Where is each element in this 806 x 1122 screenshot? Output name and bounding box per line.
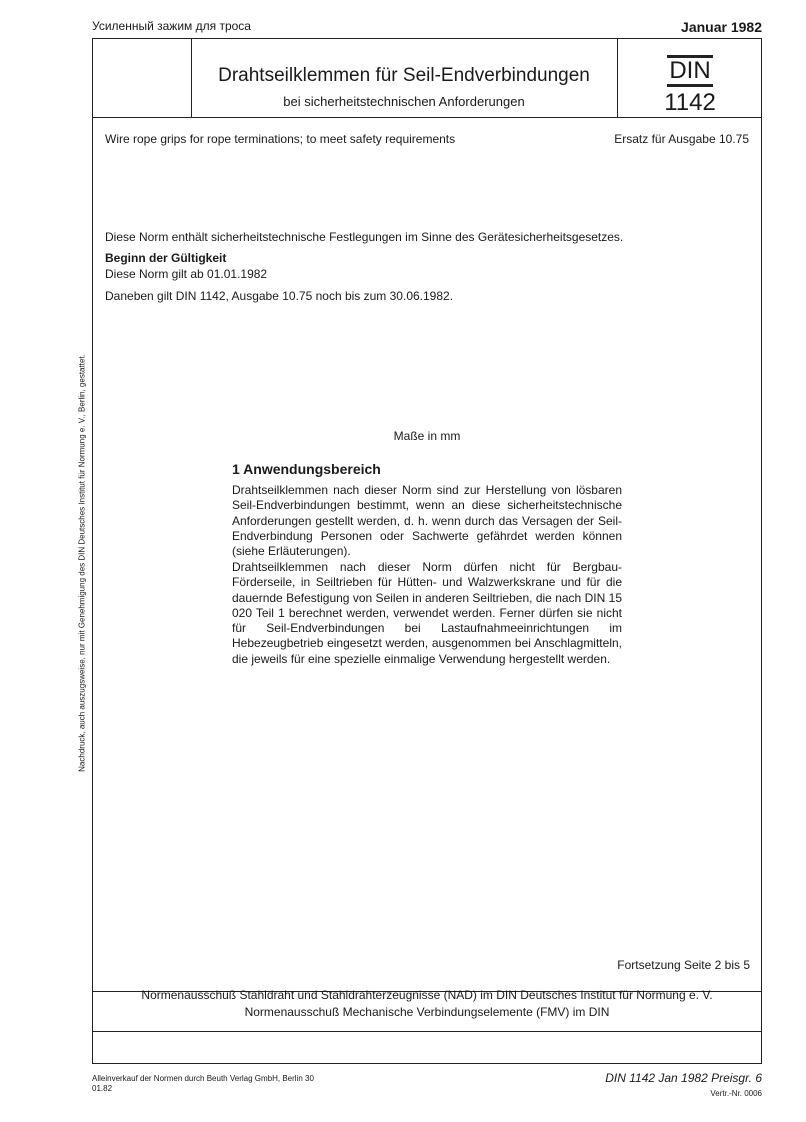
sales-note-text: Alleinverkauf der Normen durch Beuth Verlag GmbH, Berlin 30 <box>92 1074 314 1083</box>
din-number: 1142 <box>664 89 716 116</box>
continuation-note: Fortsetzung Seite 2 bis 5 <box>617 958 750 972</box>
validity-date: Diese Norm gilt ab 01.01.1982 <box>105 267 268 281</box>
edition-code: 01.82 <box>92 1084 113 1093</box>
section-paragraph-2: Drahtseilklemmen nach dieser Norm dürfen nicht für Bergbau-Förderseile, in Seiltrieben für Hütten- und Walzwerkskrane und für die dauernde Befestigung von Seilen in anderen Seiltrieben, die nach DIN 15 020 Teil 1 berechnet werden, verwendet werden. Ferner dürfen sie nicht für Seil-Endverbindungen bei Lastaufnahmeeinrichtungen im Hebezeugbetrieb eingesetzt werden, ausgenommen bei Anschlagmitteln, die jeweils für eine spezielle einmalige Verwendung hergestellt werden. <box>232 560 622 666</box>
document-reference: DIN 1142 Jan 1982 Preisgr. 6 <box>605 1071 762 1085</box>
din-logo-text: DIN <box>667 55 712 87</box>
title-divider <box>93 117 761 118</box>
replaces-edition: Ersatz für Ausgabe 10.75 <box>614 132 749 146</box>
document-title: Drahtseilklemmen für Seil-Endverbindungen <box>218 65 590 86</box>
validity-heading: Beginn der Gültigkeit <box>105 251 227 265</box>
reprint-notice: Nachdruck, auch auszugsweise, nur mit Genehmigung des DIN Deutsches Institut für Normung e. V., Berlin, gestattet. <box>77 354 87 772</box>
document-subtitle: bei sicherheitstechnischen Anforderungen <box>283 94 525 109</box>
russian-title: Усиленный зажим для троса <box>92 19 251 33</box>
committee-line-2: Normenausschuß Mechanische Verbindungselemente (FMV) im DIN <box>244 1005 610 1019</box>
committee-line-1: Normenausschuß Stahldraht und Stahldrahterzeugnisse (NAD) im DIN Deutsches Institut für Normung e. V. <box>141 988 713 1002</box>
sales-note <box>92 1074 314 1094</box>
footer-divider-2 <box>93 1031 761 1032</box>
section-heading: 1 Anwendungsbereich <box>232 461 381 477</box>
issue-date: Januar 1982 <box>681 19 762 35</box>
section-paragraph-1: Drahtseilklemmen nach dieser Norm sind zur Herstellung von lösbaren Seil-Endverbindungen bestimmt, wenn an diese sicherheitstechnische Anforderungen gestellt werden, d. h. wenn durch das Versagen der Seil-Endverbindung Personen oder Sachwerte gefährdet werden können (siehe Erläuterungen). <box>232 483 622 559</box>
units-note: Maße in mm <box>393 429 461 443</box>
din-logo <box>617 55 763 87</box>
english-title: Wire rope grips for rope terminations; to meet safety requirements <box>105 132 456 146</box>
parallel-validity: Daneben gilt DIN 1142, Ausgabe 10.75 noch bis zum 30.06.1982. <box>105 289 454 303</box>
safety-note: Diese Norm enthält sicherheitstechnische Festlegungen im Sinne des Gerätesicherheitsgesetzes. <box>105 230 624 244</box>
vertr-number: Vertr.-Nr. 0006 <box>710 1089 762 1098</box>
